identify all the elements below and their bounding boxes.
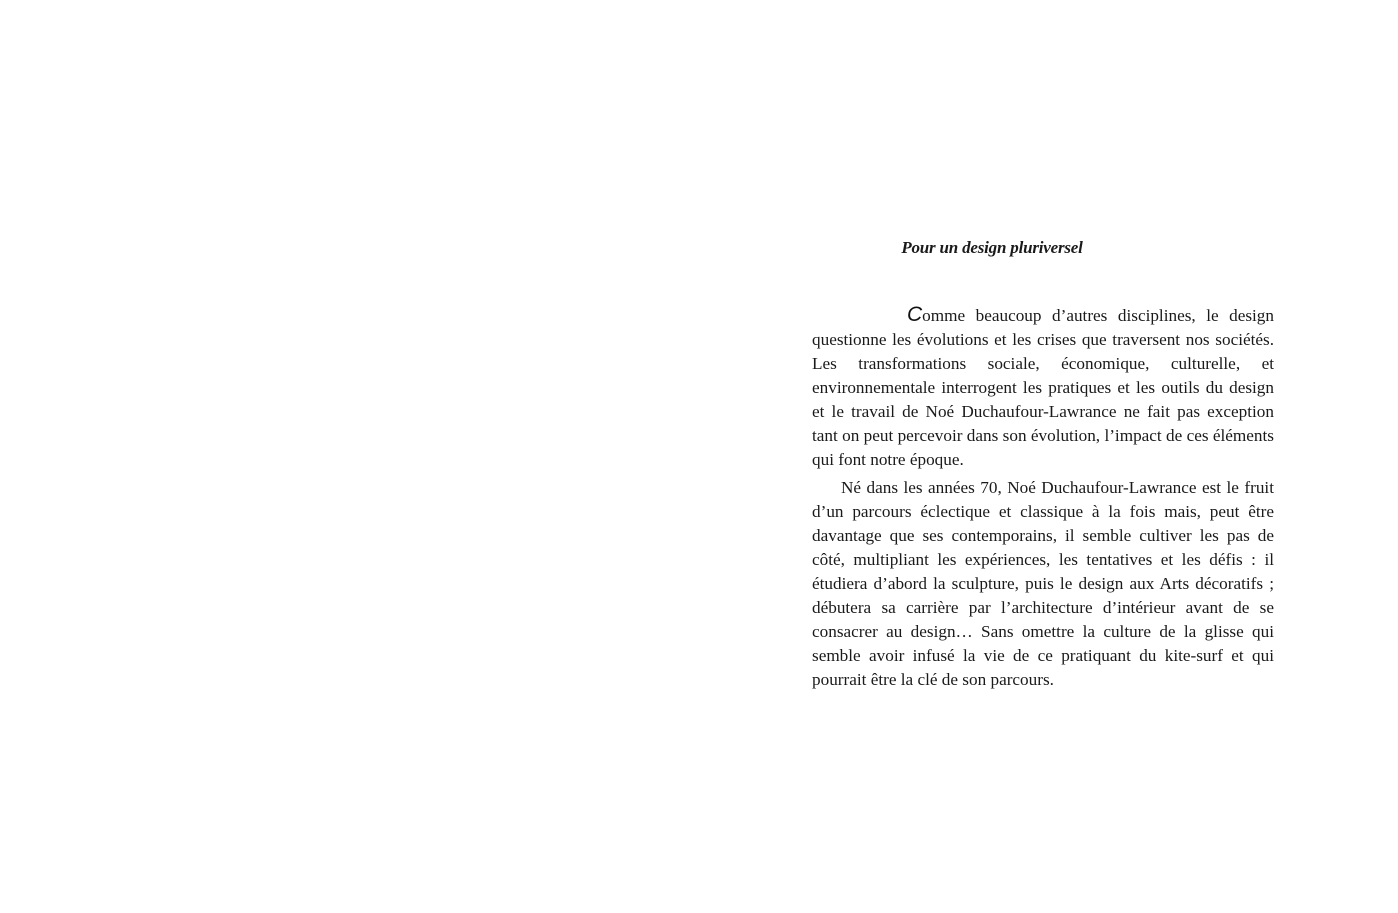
paragraph-2: [812, 476, 1274, 692]
paragraph-1-text: omme beaucoup d’autres disciplines, le design questionne les évolutions et les crises que traversent nos sociétés. Les transformations sociale, économique, culturelle, et environnementale interrogent les pratiques et les outils du design et le travail de Noé Duchaufour-Lawrance ne fait pas exception tant on peut percevoir dans son évolution, l’impact de ces éléments qui font notre époque.: [812, 306, 1274, 469]
page-title: Pour un design pluriversel: [901, 238, 1083, 257]
drop-cap: C: [907, 303, 923, 326]
paragraph-1: [812, 303, 1274, 472]
paragraph-2-text: Né dans les années 70, Noé Duchaufour-Lawrance est le fruit d’un parcours éclectique et classique à la fois mais, peut être davantage que ses contemporains, il semble cultiver les pas de côté, multipliant les expériences, les tentatives et les défis : il étudiera d’abord la sculpture, puis le design aux Arts décoratifs ; débutera sa carrière par l’architecture d’intérieur avant de se consacrer au design… Sans omettre la culture de la glisse qui semble avoir infusé la vie de ce pratiquant du kite-surf et qui pourrait être la clé de son parcours.: [812, 478, 1274, 689]
body-text: [812, 303, 1274, 692]
right-page: [699, 0, 1398, 913]
